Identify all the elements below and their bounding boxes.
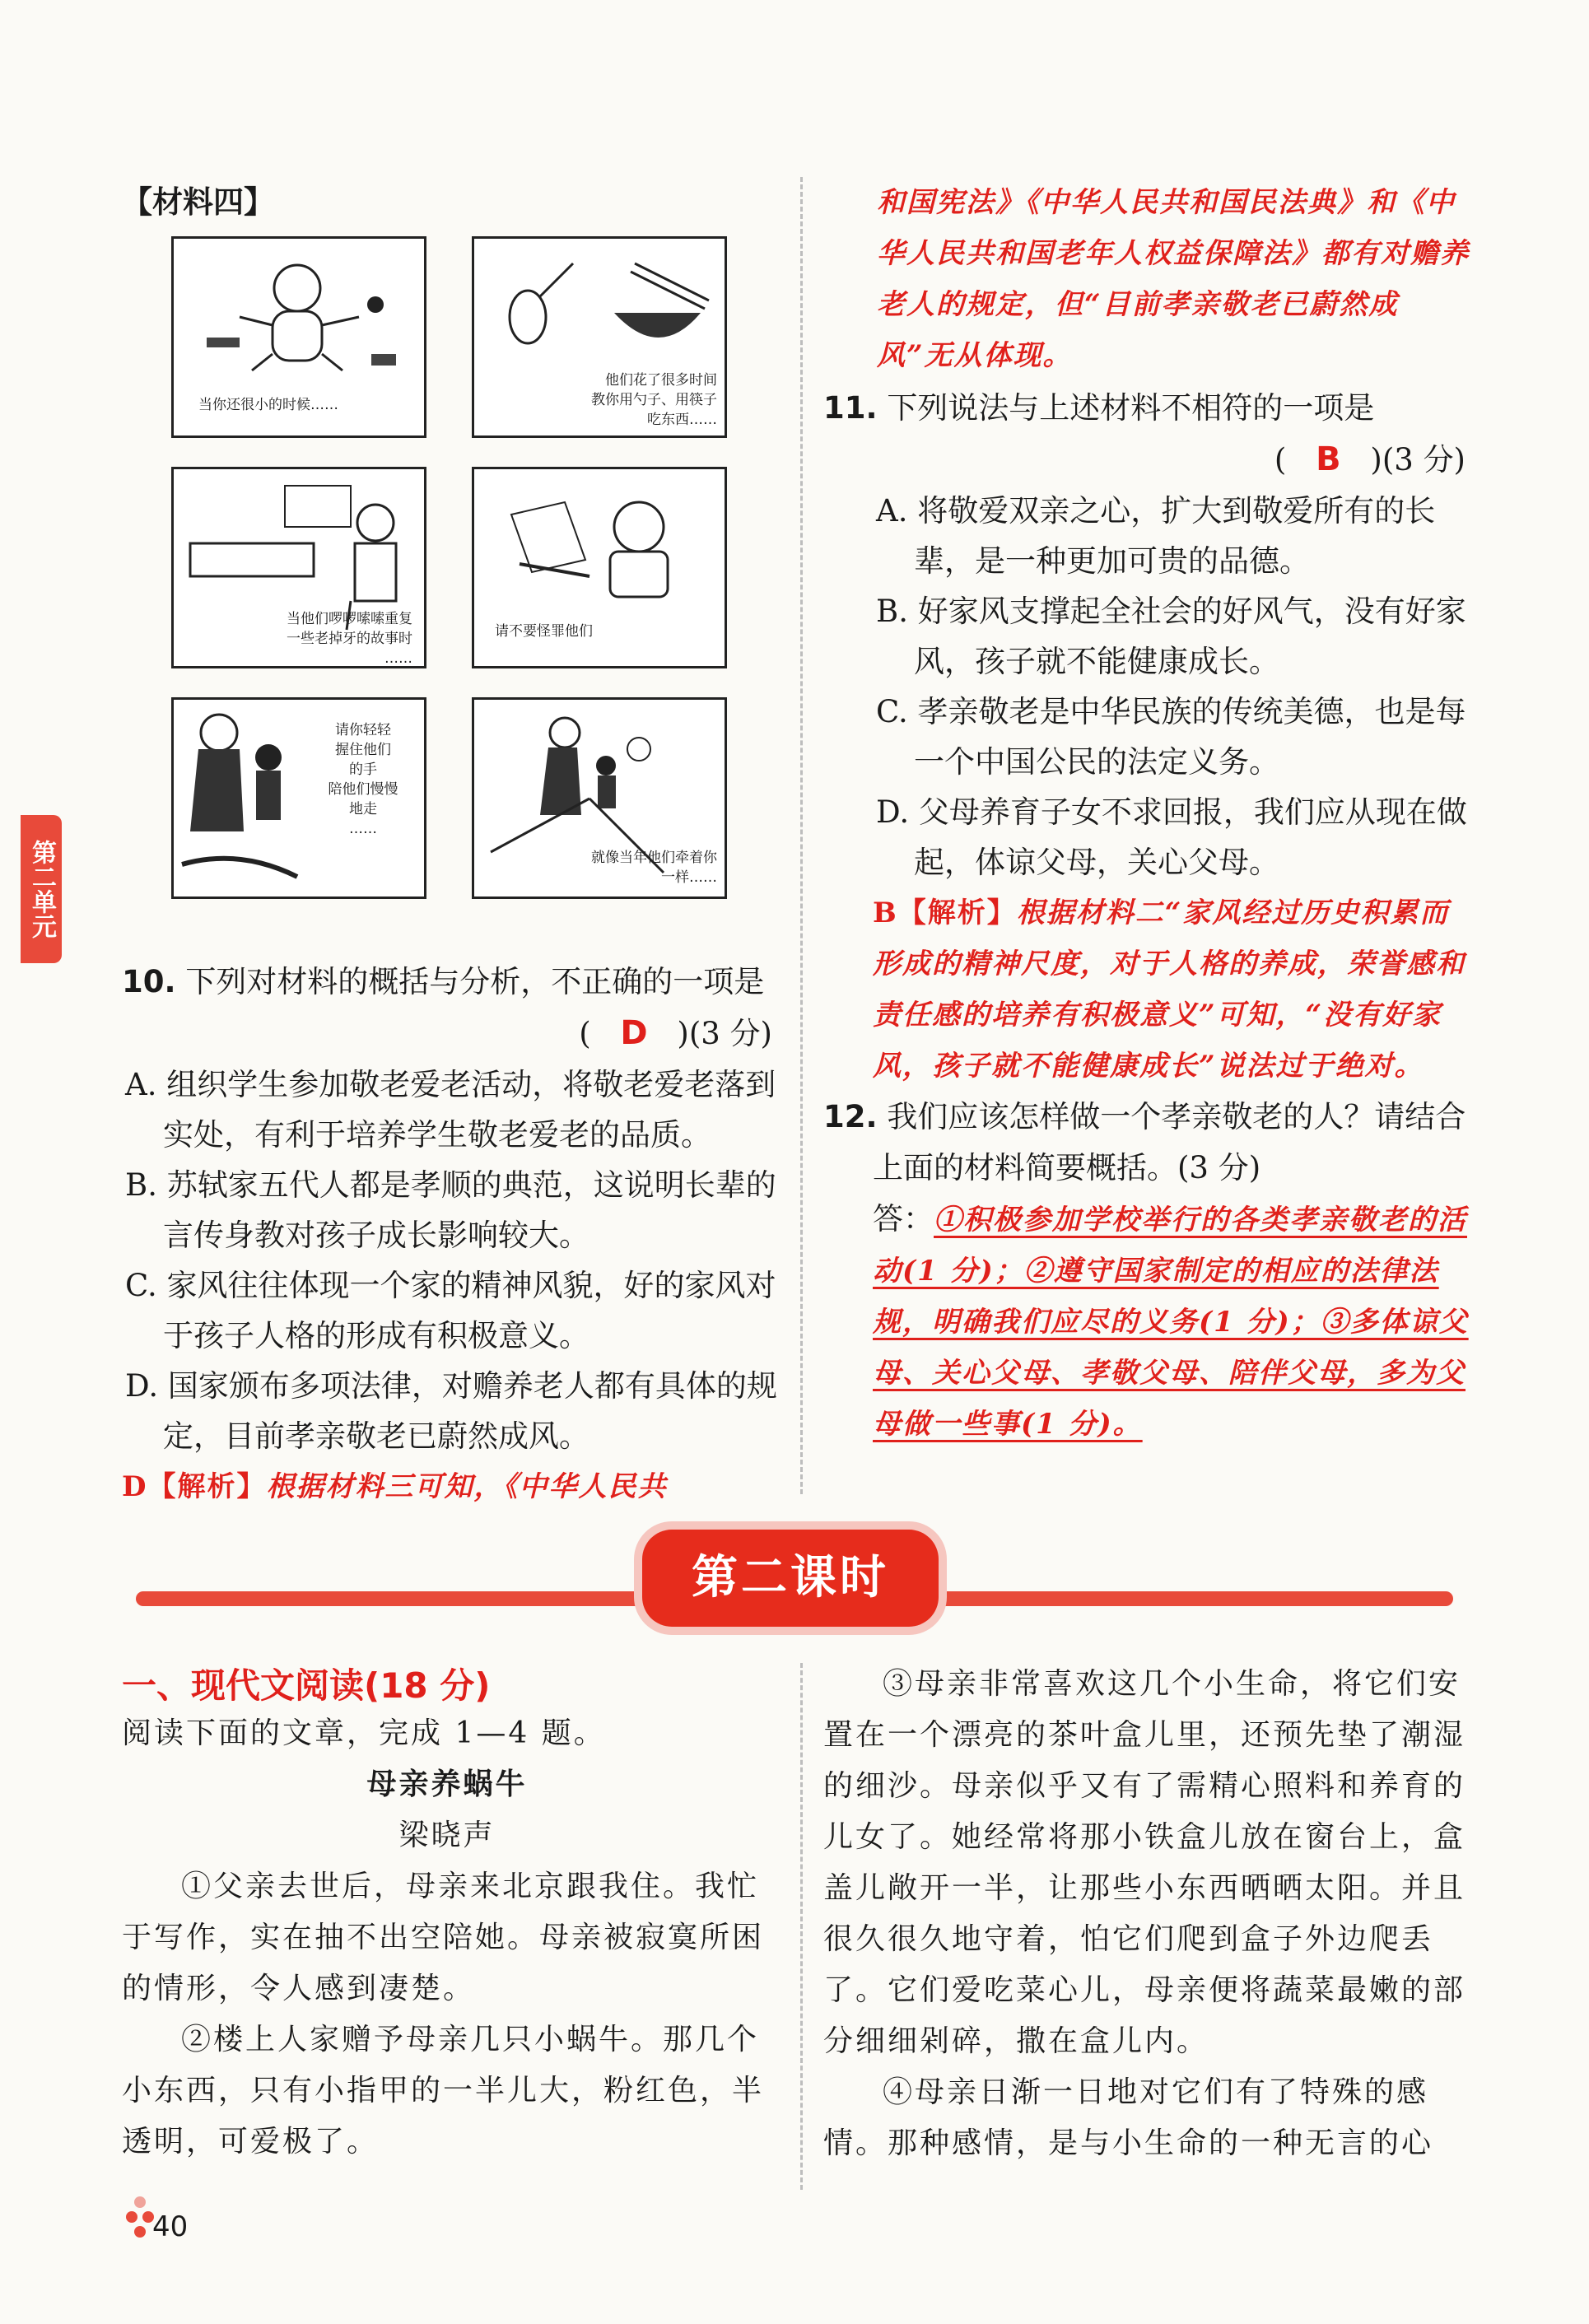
comic-caption-5: 请你轻轻 握住他们 的手 陪他们慢慢 地走 ……	[328, 722, 398, 837]
question-11-option-c: C. 孝亲敬老是中华民族的传统美德，也是每一个中国公民的法定义务。	[876, 694, 1466, 780]
question-12-answer-label: 答：	[873, 1201, 934, 1237]
question-11-analysis-text: 根据材料二“家风经过历史积累而形成的精神尺度，对于人格的养成，荣誉感和责任感的培养有积极意义”可知，“没有好家风，孩子就不能健康成长”说法过于绝对。	[873, 897, 1466, 1083]
question-12	[823, 1092, 1474, 1450]
section-title: 一、现代文阅读(18 分)	[122, 1665, 491, 1706]
comic-caption-6: 就像当年他们牵着你 一样……	[591, 850, 717, 886]
question-11-option-d: D. 父母养育子女不求回报，我们应从现在做起，体谅父母，关心父母。	[876, 794, 1467, 880]
left-column-top	[122, 177, 781, 1512]
comic-caption-4: 请不要怪罪他们	[495, 623, 593, 640]
column-divider-top	[800, 177, 803, 1494]
column-divider-bottom	[800, 1663, 803, 2190]
lesson-banner: 第二课时	[642, 1530, 939, 1627]
article-paragraph-2: ②楼上人家赠予母亲几只小蜗牛。那几个小东西，只有小指甲的一半儿大，粉红色，半透明，可爱极了。	[122, 2023, 765, 2159]
comic-caption-2: 他们花了很多时间 教你用勺子、用筷子 吃东西……	[591, 372, 717, 428]
question-10-option-b: B. 苏轼家五代人都是孝顺的典范，这说明长辈的言传身教对孩子成长影响较大。	[125, 1167, 776, 1253]
comic-panel-2	[472, 236, 727, 438]
question-11-option-a: A. 将敬爱双亲之心，扩大到敬爱所有的长辈，是一种更加可贵的品德。	[876, 493, 1436, 579]
comic-panel-4	[472, 467, 727, 668]
comic-strip	[171, 236, 731, 944]
question-10-analysis-tag: D【解析】	[122, 1470, 267, 1503]
question-11-analysis	[873, 887, 1474, 1092]
question-10-option-c: C. 家风往往体现一个家的精神风貌，好的家风对于孩子人格的形成有积极意义。	[125, 1268, 776, 1353]
article-paragraph-3: ③母亲非常喜欢这几个小生命，将它们安置在一个漂亮的茶叶盒儿里，还预先垫了潮湿的细沙。母亲似乎又有了需精心照料和养育的儿女了。她经常将那小铁盒儿放在窗台上，盒盖儿敞开一半，让那些小东西晒晒太阳。并且很久很久地守着，怕它们爬到盒子外边爬丢了。它们爱吃菜心儿，母亲便将蔬菜最嫩的部分细细剁碎，撒在盒儿内。	[823, 1667, 1466, 2058]
question-10-option-d: D. 国家颁布多项法律，对赡养老人都有具体的规定，目前孝亲敬老已蔚然成风。	[125, 1368, 777, 1454]
question-12-number: 12.	[823, 1099, 878, 1134]
answer-bracket-open: (	[1274, 442, 1287, 477]
right-column-top	[823, 177, 1474, 1450]
article-author: 梁晓声	[398, 1819, 496, 1852]
question-10-analysis-left: 根据材料三可知，《中华人民共	[266, 1470, 668, 1503]
question-12-stem: 我们应该怎样做一个孝亲敬老的人？请结合上面的材料简要概括。(3 分)	[873, 1099, 1466, 1185]
question-10	[122, 957, 781, 1512]
question-10-score: )(3 分)	[677, 1016, 772, 1051]
comic-panel-3	[171, 467, 426, 668]
reading-instruction: 阅读下面的文章，完成 1—4 题。	[122, 1716, 606, 1750]
question-10-analysis-continued: 和国宪法》《中华人民共和国民法典》和《中华人民共和国老年人权益保障法》都有对赡养老人的规定，但“目前孝亲敬老已蔚然成风”无从体现。	[877, 186, 1470, 372]
material-four-title: 【材料四】	[122, 184, 274, 220]
question-11-number: 11.	[823, 390, 878, 426]
question-11-stem: 下列说法与上述材料不相符的一项是	[887, 390, 1375, 426]
article-title: 母亲养蜗牛	[366, 1767, 528, 1801]
question-10-number: 10.	[122, 964, 176, 999]
comic-panel-6	[472, 697, 727, 899]
comic-panel-1	[171, 236, 426, 438]
question-12-answer: ①积极参加学校举行的各类孝亲敬老的活动(1 分)；②遵守国家制定的相应的法律法规，明确我们应尽的义务(1 分)；③多体谅父母、关心父母、孝敬父母、陪伴父母，多为父母做一些事(1 分)。	[873, 1204, 1469, 1441]
question-11-score: )(3 分)	[1370, 442, 1466, 477]
question-11-answer: B	[1316, 440, 1341, 478]
comic-panel-5	[171, 697, 426, 899]
question-10-answer: D	[620, 1014, 648, 1052]
article-paragraph-1: ①父亲去世后，母亲来北京跟我住。我忙于写作，实在抽不出空陪她。母亲被寂寞所困的情形，令人感到凄楚。	[122, 1870, 765, 2005]
comic-caption-1: 当你还很小的时候……	[198, 397, 338, 413]
unit-side-tab: 第二单元	[21, 815, 62, 963]
hexagon-dots-icon	[123, 2194, 156, 2243]
comic-caption-3: 当他们啰啰嗦嗦重复 一些老掉牙的故事时 ……	[287, 611, 412, 667]
question-10-stem: 下列对材料的概括与分析，不正确的一项是	[185, 964, 765, 999]
page-number: 40	[152, 2210, 189, 2243]
left-column-bottom	[122, 1659, 772, 2168]
answer-bracket-open: (	[579, 1016, 591, 1051]
question-10-option-a: A. 组织学生参加敬老爱老活动，将敬老爱老落到实处，有利于培养学生敬老爱老的品质。	[125, 1067, 776, 1153]
question-10-analysis-start	[122, 1461, 781, 1512]
question-11-analysis-tag: B【解析】	[873, 897, 1017, 929]
right-column-bottom	[823, 1659, 1474, 2169]
question-11-option-b: B. 好家风支撑起全社会的好风气，没有好家风，孩子就不能健康成长。	[876, 594, 1466, 679]
question-11	[823, 383, 1474, 1092]
article-paragraph-4: ④母亲日渐一日地对它们有了特殊的感情。那种感情，是与小生命的一种无言的心	[823, 2075, 1434, 2160]
